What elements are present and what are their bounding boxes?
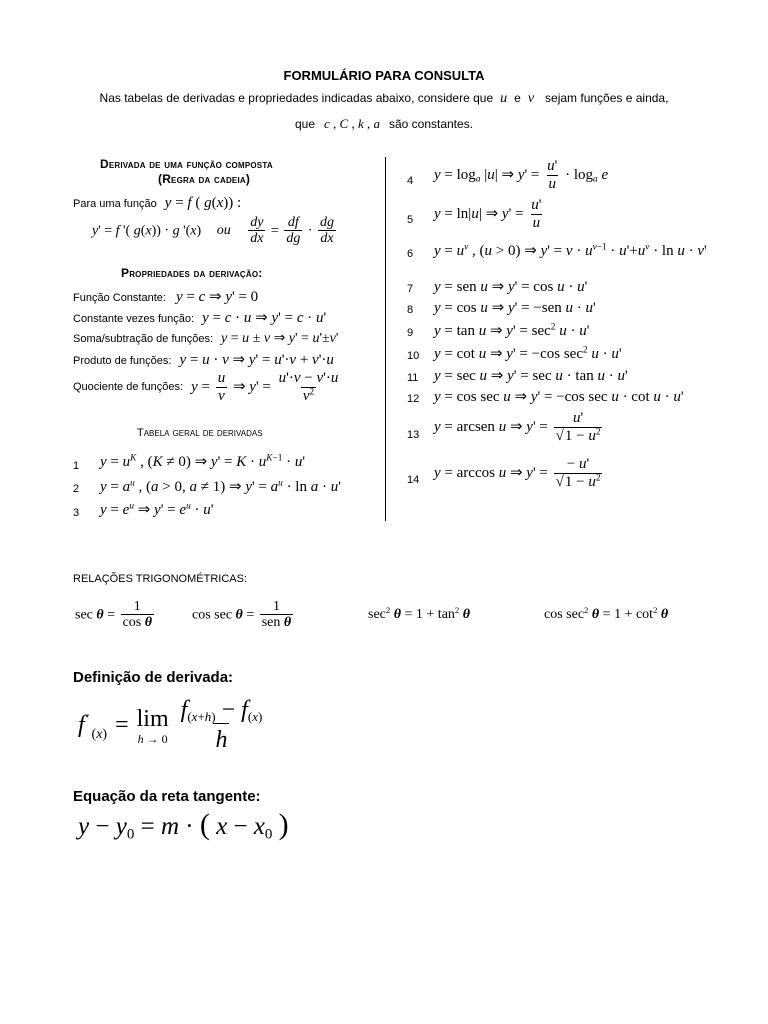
- prop-constant-label: Função Constante:: [73, 292, 166, 304]
- trig-cossec: cos sec θ = $\frac{1}{\text{sen θ}}$: [192, 599, 292, 631]
- row-number-8: 8: [407, 304, 414, 316]
- row-number-4: 4: [407, 175, 414, 187]
- page-title: FORMULÁRIO PARA CONSULTA: [283, 68, 485, 83]
- derivative-log-a: $y = \log_a |u|$ ⇒ y' = $\frac{u'}{u}$ · $\log_a e$: [434, 158, 609, 192]
- derivative-arccos: y = arccos u ⇒ y' = $\frac{- u'}{√1 - u^2}$: [434, 456, 601, 490]
- row-number-13: 13: [407, 429, 420, 441]
- prop-quotient-formula: y = $\frac{u}{v}$ ⇒ y' = $\frac{u'\cdot v - v'\cdot u}{v^2}$: [191, 370, 339, 404]
- derivative-cos: y = cos u ⇒ y' = −sen u · u': [434, 300, 596, 316]
- tangent-title: Equação da reta tangente:: [73, 788, 261, 805]
- trig-sec: sec θ = $\frac{1}{\text{cos θ}}$: [75, 599, 153, 631]
- intro-text-b: sejam funções e ainda,: [545, 91, 669, 105]
- intro-text-e: e: [514, 91, 521, 105]
- row-number-5: 5: [407, 214, 414, 226]
- intro-text-a: Nas tabelas de derivadas e propriedades indicadas abaixo, considere que: [99, 91, 494, 105]
- derivative-exponential-a: $y = a^u$ , (a > 0, a ≠ 1) ⇒ $y' = a^u \cdot \ln a \cdot u'$: [100, 478, 341, 495]
- prop-product-formula: y = u · v ⇒ y' = u'·v + v'·u: [179, 352, 334, 368]
- trig-sec-squared: $\sec^2 \theta = 1 + \tan^2 \theta$: [368, 604, 471, 622]
- composite-title-2: (Regra da cadeia): [158, 172, 251, 186]
- derivative-arcsen: y = arcsen u ⇒ y' = $\frac{u'}{√1 - u^2}$: [434, 410, 601, 444]
- derivative-power: $y = u^K$ , (K ≠ 0) ⇒ $y' = K \cdot u^{K-1} \cdot u'$: [100, 453, 306, 470]
- chain-rule-formula: y' = f '( g(x)) · g '(x) ou $\frac{dy}{dx}$ = $\frac{df}{dg}$ · $\frac{dg}{dx}$: [92, 215, 334, 247]
- prop-product-label: Produto de funções:: [73, 355, 172, 367]
- intro-line-1: [0, 91, 768, 107]
- derivative-definition-formula: f ′ (x) = lim h → 0 $\frac{f_{(x+h)} - f_{(x)}}{h}$: [78, 697, 263, 754]
- derivative-sen: y = sen u ⇒ y' = cos u · u': [434, 279, 588, 295]
- row-number-6: 6: [407, 248, 414, 260]
- derivative-tan: y = tan u ⇒ $y' = \sec^2 u \cdot u'$: [434, 322, 590, 339]
- composite-title-1: Derivada de uma função composta: [100, 157, 273, 171]
- properties-title: Propriedades da derivação:: [121, 266, 263, 280]
- derivative-cossec: y = cos sec u ⇒ y' = −cos sec u · cot u · u': [434, 389, 684, 405]
- derivative-u-pow-v: $y = u^v$ , (u > 0) ⇒ $y' = v \cdot u^{v-1} \cdot u'+u^v \cdot \ln u \cdot v'$: [434, 242, 707, 259]
- prop-constant-row: [73, 287, 258, 306]
- prop-const-times-row: [73, 308, 326, 327]
- row-number-12: 12: [407, 393, 420, 405]
- row-number-2: 2: [73, 483, 80, 495]
- trig-title: RELAÇÕES TRIGONOMÉTRICAS:: [73, 573, 247, 585]
- prop-const-times-formula: y = c · u ⇒ y' = c · u': [202, 310, 327, 326]
- intro-var-u: u: [500, 91, 508, 106]
- row-number-9: 9: [407, 327, 414, 339]
- definition-title: Definição de derivada:: [73, 669, 234, 686]
- prop-const-times-label: Constante vezes função:: [73, 313, 195, 325]
- row-number-1: 1: [73, 460, 80, 472]
- intro-text-que: que: [294, 117, 315, 131]
- row-number-10: 10: [407, 350, 420, 362]
- trig-cossec-squared: $\cos \sec^2 \theta = 1 + \cot^2 \theta$: [544, 604, 669, 622]
- derivative-ln: y = ln|u| ⇒ y' = $\frac{u'}{u}$: [434, 197, 542, 231]
- row-number-14: 14: [407, 474, 420, 486]
- prop-sum-formula: y = u ± v ⇒ y' = u'±v': [221, 331, 339, 346]
- row-number-3: 3: [73, 507, 80, 519]
- row-number-11: 11: [407, 372, 419, 384]
- function-composite-formula: y = f ( g(x)) :: [164, 195, 242, 211]
- chain-ou-label: ou: [216, 223, 231, 239]
- intro-line-2: [0, 116, 768, 132]
- tangent-line-formula: $y - y_0 = m$ · ( $x - x_0$ ): [78, 808, 289, 843]
- intro-constants: c , C , k , a: [324, 116, 380, 131]
- prop-sum-label: Soma/subtração de funções:: [73, 333, 214, 345]
- chain-rule-function-line: [73, 194, 241, 212]
- row-number-7: 7: [407, 283, 414, 295]
- column-divider: [385, 157, 386, 521]
- para-uma-funcao-label: Para uma função: [73, 198, 157, 210]
- prop-sum-row: [73, 329, 338, 347]
- prop-product-row: [73, 350, 334, 369]
- derivative-sec: y = sec u ⇒ y' = sec u · tan u · u': [434, 368, 628, 384]
- derivative-cot: y = cot u ⇒ y' = −cos $\sec^2 u \cdot u'$: [434, 345, 622, 362]
- prop-constant-formula: y = c ⇒ y' = 0: [175, 289, 259, 305]
- derivative-exponential-e: $y = e^u$ ⇒ $y' = e^u \cdot u'$: [100, 501, 214, 518]
- prop-quotient-row: [73, 370, 342, 405]
- intro-var-v: v: [527, 91, 535, 106]
- general-table-title: Tabela geral de derivadas: [137, 427, 263, 439]
- prop-quotient-label: Quociente de funções:: [73, 381, 184, 394]
- intro-text-sao: são constantes.: [388, 117, 474, 131]
